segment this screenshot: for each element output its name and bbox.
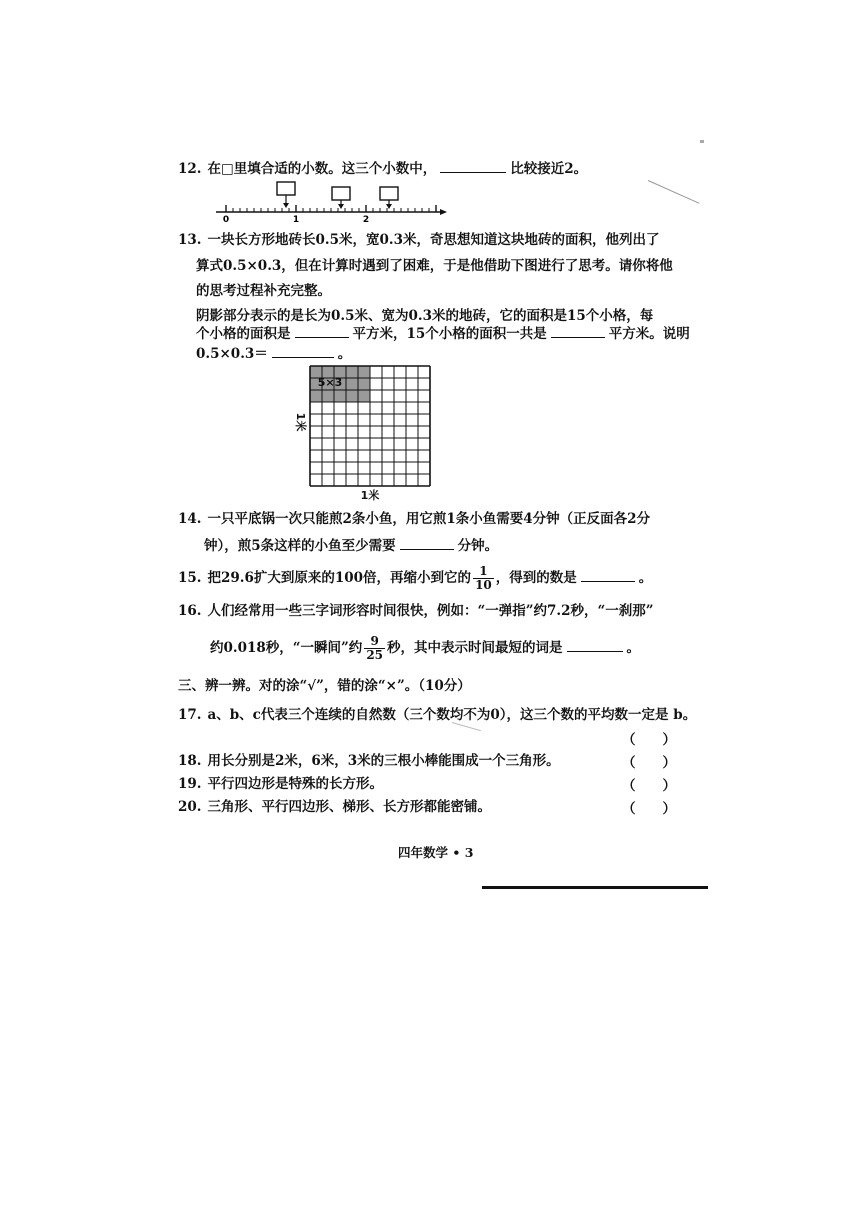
answer-box-3[interactable] — [380, 187, 398, 209]
fraction-one-tenth: $\frac{1}{10}$ — [475, 564, 492, 592]
answer-blank[interactable] — [581, 567, 635, 582]
question-13-line6: 0.5×0.3＝ 。 — [196, 343, 351, 364]
tick-label-1: 1 — [292, 215, 300, 222]
question-13-line4: 阴影部分表示的是长为0.5米、宽为0.3米的地砖，它的面积是15个小格，每 — [196, 308, 654, 324]
fraction-nine-twentyfifths: $\frac{9}{25}$ — [366, 634, 384, 662]
answer-parentheses[interactable]: （ ） — [622, 755, 676, 771]
page-footer: 四年数学 • 3 — [398, 845, 474, 860]
question-13-line5: 个小格的面积是 平方米，15个小格的面积一共是 平方米。说明 — [196, 323, 690, 344]
shaded-cell — [346, 390, 358, 402]
axis-ticks — [226, 205, 436, 212]
answer-blank[interactable] — [400, 535, 454, 550]
answer-box-2[interactable] — [332, 187, 350, 209]
answer-blank[interactable] — [272, 343, 334, 358]
answer-parentheses[interactable]: （ ） — [622, 801, 676, 817]
grid-center-label: 5×3 — [317, 376, 343, 389]
answer-blank[interactable] — [295, 323, 349, 338]
shaded-cell — [358, 366, 370, 378]
question-13-line1: 13. 一块长方形地砖长0.5米，宽0.3米，奇思想知道这块地砖的面积，他列出了 — [178, 232, 660, 248]
answer-blank[interactable] — [440, 158, 506, 173]
scan-mark — [700, 140, 704, 143]
side-label: 1米 — [294, 412, 307, 432]
tick-label-2: 2 — [362, 215, 370, 222]
question-17: 17. a、b、c代表三个连续的自然数（三个数均不为0），这三个数的平均数一定是 b。 — [178, 707, 697, 723]
section-3-title: 三、辨一辨。对的涂“√”，错的涂“×”。（10分） — [178, 678, 471, 694]
question-13-line3: 的思考过程补充完整。 — [196, 283, 331, 299]
question-15: 15. 把29.6扩大到原来的100倍，再缩小到它的 $\frac{1}{10}$ ，得到的数是 。 — [178, 564, 653, 592]
question-18: 18. 用长分别是2米，6米，3米的三根小棒能围成一个三角形。 — [178, 753, 560, 769]
question-14-line2: 钟），煎5条这样的小鱼至少需要 分钟。 — [204, 535, 498, 556]
shaded-cell — [358, 390, 370, 402]
shaded-cell — [346, 378, 358, 390]
grid-diagram — [286, 362, 434, 502]
answer-blank[interactable] — [551, 323, 605, 338]
shaded-cell — [310, 390, 322, 402]
question-16-line2: 约0.018秒，“一瞬间”约 $\frac{9}{25}$ 秒，其中表示时间最短的词是 。 — [210, 634, 641, 662]
tick-label-0: 0 — [222, 215, 230, 222]
shaded-cell — [358, 378, 370, 390]
bottom-rule — [482, 886, 708, 889]
bottom-label: 1米 — [360, 489, 380, 502]
shaded-cell — [334, 390, 346, 402]
shaded-cell — [322, 390, 334, 402]
scan-mark — [648, 180, 700, 204]
question-14-line1: 14. 一只平底锅一次只能煎2条小鱼，用它煎1条小鱼需要4分钟（正反面各2分 — [178, 511, 651, 527]
question-19: 19. 平行四边形是特殊的长方形。 — [178, 776, 383, 792]
answer-parentheses[interactable]: （ ） — [622, 732, 676, 748]
axis-arrow — [440, 209, 447, 215]
question-20: 20. 三角形、平行四边形、梯形、长方形都能密铺。 — [178, 799, 491, 815]
shaded-cell — [346, 366, 358, 378]
answer-parentheses[interactable]: （ ） — [622, 778, 676, 794]
answer-blank[interactable] — [567, 637, 623, 652]
question-16-line1: 16. 人们经常用一些三字词形容时间很快，例如：“一弹指”约7.2秒，“一刹那” — [178, 603, 654, 619]
answer-box-1[interactable] — [277, 182, 295, 208]
question-12: 12. 在□里填合适的小数。这三个小数中， 比较接近2。 — [178, 158, 587, 179]
number-line — [214, 180, 448, 222]
question-13-line2: 算式0.5×0.3，但在计算时遇到了困难，于是他借助下图进行了思考。请你将他 — [196, 258, 673, 274]
